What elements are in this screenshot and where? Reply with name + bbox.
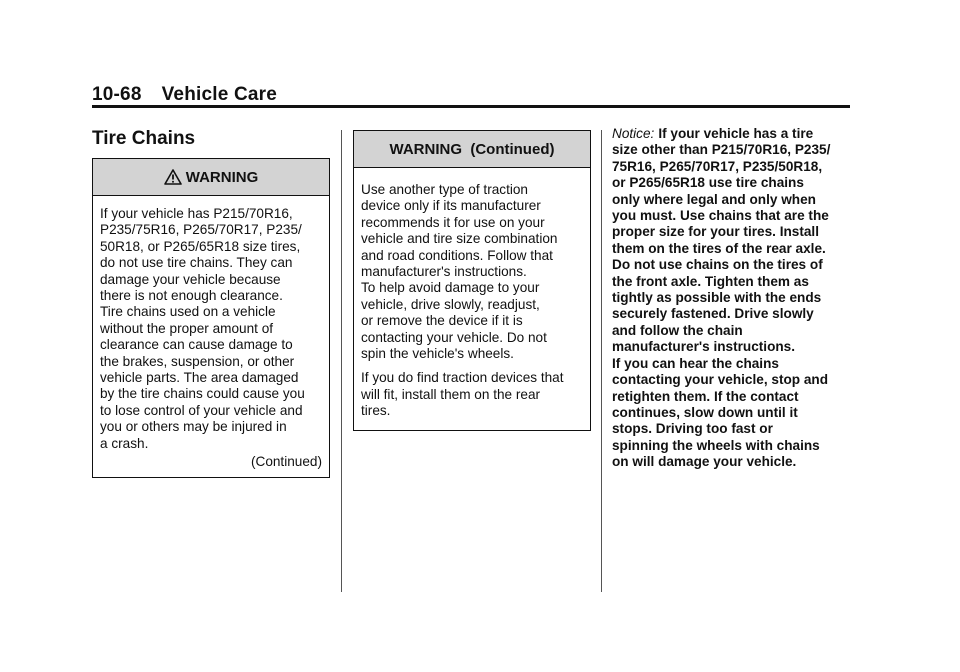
page-header — [92, 84, 277, 106]
column-divider-left — [341, 130, 342, 592]
warning-box-1-text: If your vehicle has P215/70R16, P235/75R16, P265/70R17, P235/ 50R18, or P265/65R18 size tires, do not use tire chains. They can damage your vehicle because there is not enough clearance. Tire chains used on a vehicle without the proper amount of clearance can cause damage to the brakes, suspension, or other vehicle parts. The area damaged by the tire chains could cause you to lose control of your vehicle and you or others may be injured in a crash. — [100, 206, 305, 451]
warning-box-1-heading: WARNING — [185, 168, 259, 186]
page-number: 10-68 — [92, 84, 142, 105]
notice-block — [612, 126, 854, 471]
warning-box-1 — [92, 158, 330, 478]
warning-triangle-icon — [164, 169, 182, 185]
header-rule — [92, 105, 850, 108]
column-divider-right — [601, 130, 602, 592]
notice-label: Notice: — [612, 126, 655, 141]
warning-box-2 — [353, 130, 591, 431]
continued-label: (Continued) — [250, 454, 322, 470]
warning-box-2-body — [354, 168, 590, 430]
warning-box-2-paragraph-2: If you do find traction devices that will fit, install them on the rear tires. — [361, 370, 564, 419]
warning-box-2-heading: WARNING (Continued) — [389, 140, 555, 158]
section-title: Tire Chains — [92, 128, 196, 149]
notice-text: Notice: If your vehicle has a tire size other than P215/70R16, P235/ 75R16, P265/70R17, P235/50R18, or P265/65R18 use tire chains only where legal and only when you must. Use chains that are the proper size for your tires. Install them on the tires of the rear axle. Do not use chains on the tires of the front axle. Tighten them as tightly as possible with the ends securely fastened. Drive slowly and follow the chain manufacturer's instructions. If you can hear the chains contacting your vehicle, stop and retighten them. If the contact continues, slow down until it stops. Driving too fast or spinning the wheels with chains on will damage your vehicle. — [612, 126, 831, 470]
warning-box-1-header — [93, 159, 329, 196]
chapter-title: Vehicle Care — [161, 84, 278, 105]
warning-box-2-header — [354, 131, 590, 168]
warning-box-1-body — [93, 196, 329, 477]
warning-box-2-paragraph-1: Use another type of traction device only if its manufacturer recommends it for use on your vehicle and tire size combination and road conditions. Follow that manufacturer's instructions. To help avoid damage to your vehicle, drive slowly, readjust, or remove the device if it is contacting your vehicle. Do not spin the vehicle's wheels. — [361, 182, 558, 362]
